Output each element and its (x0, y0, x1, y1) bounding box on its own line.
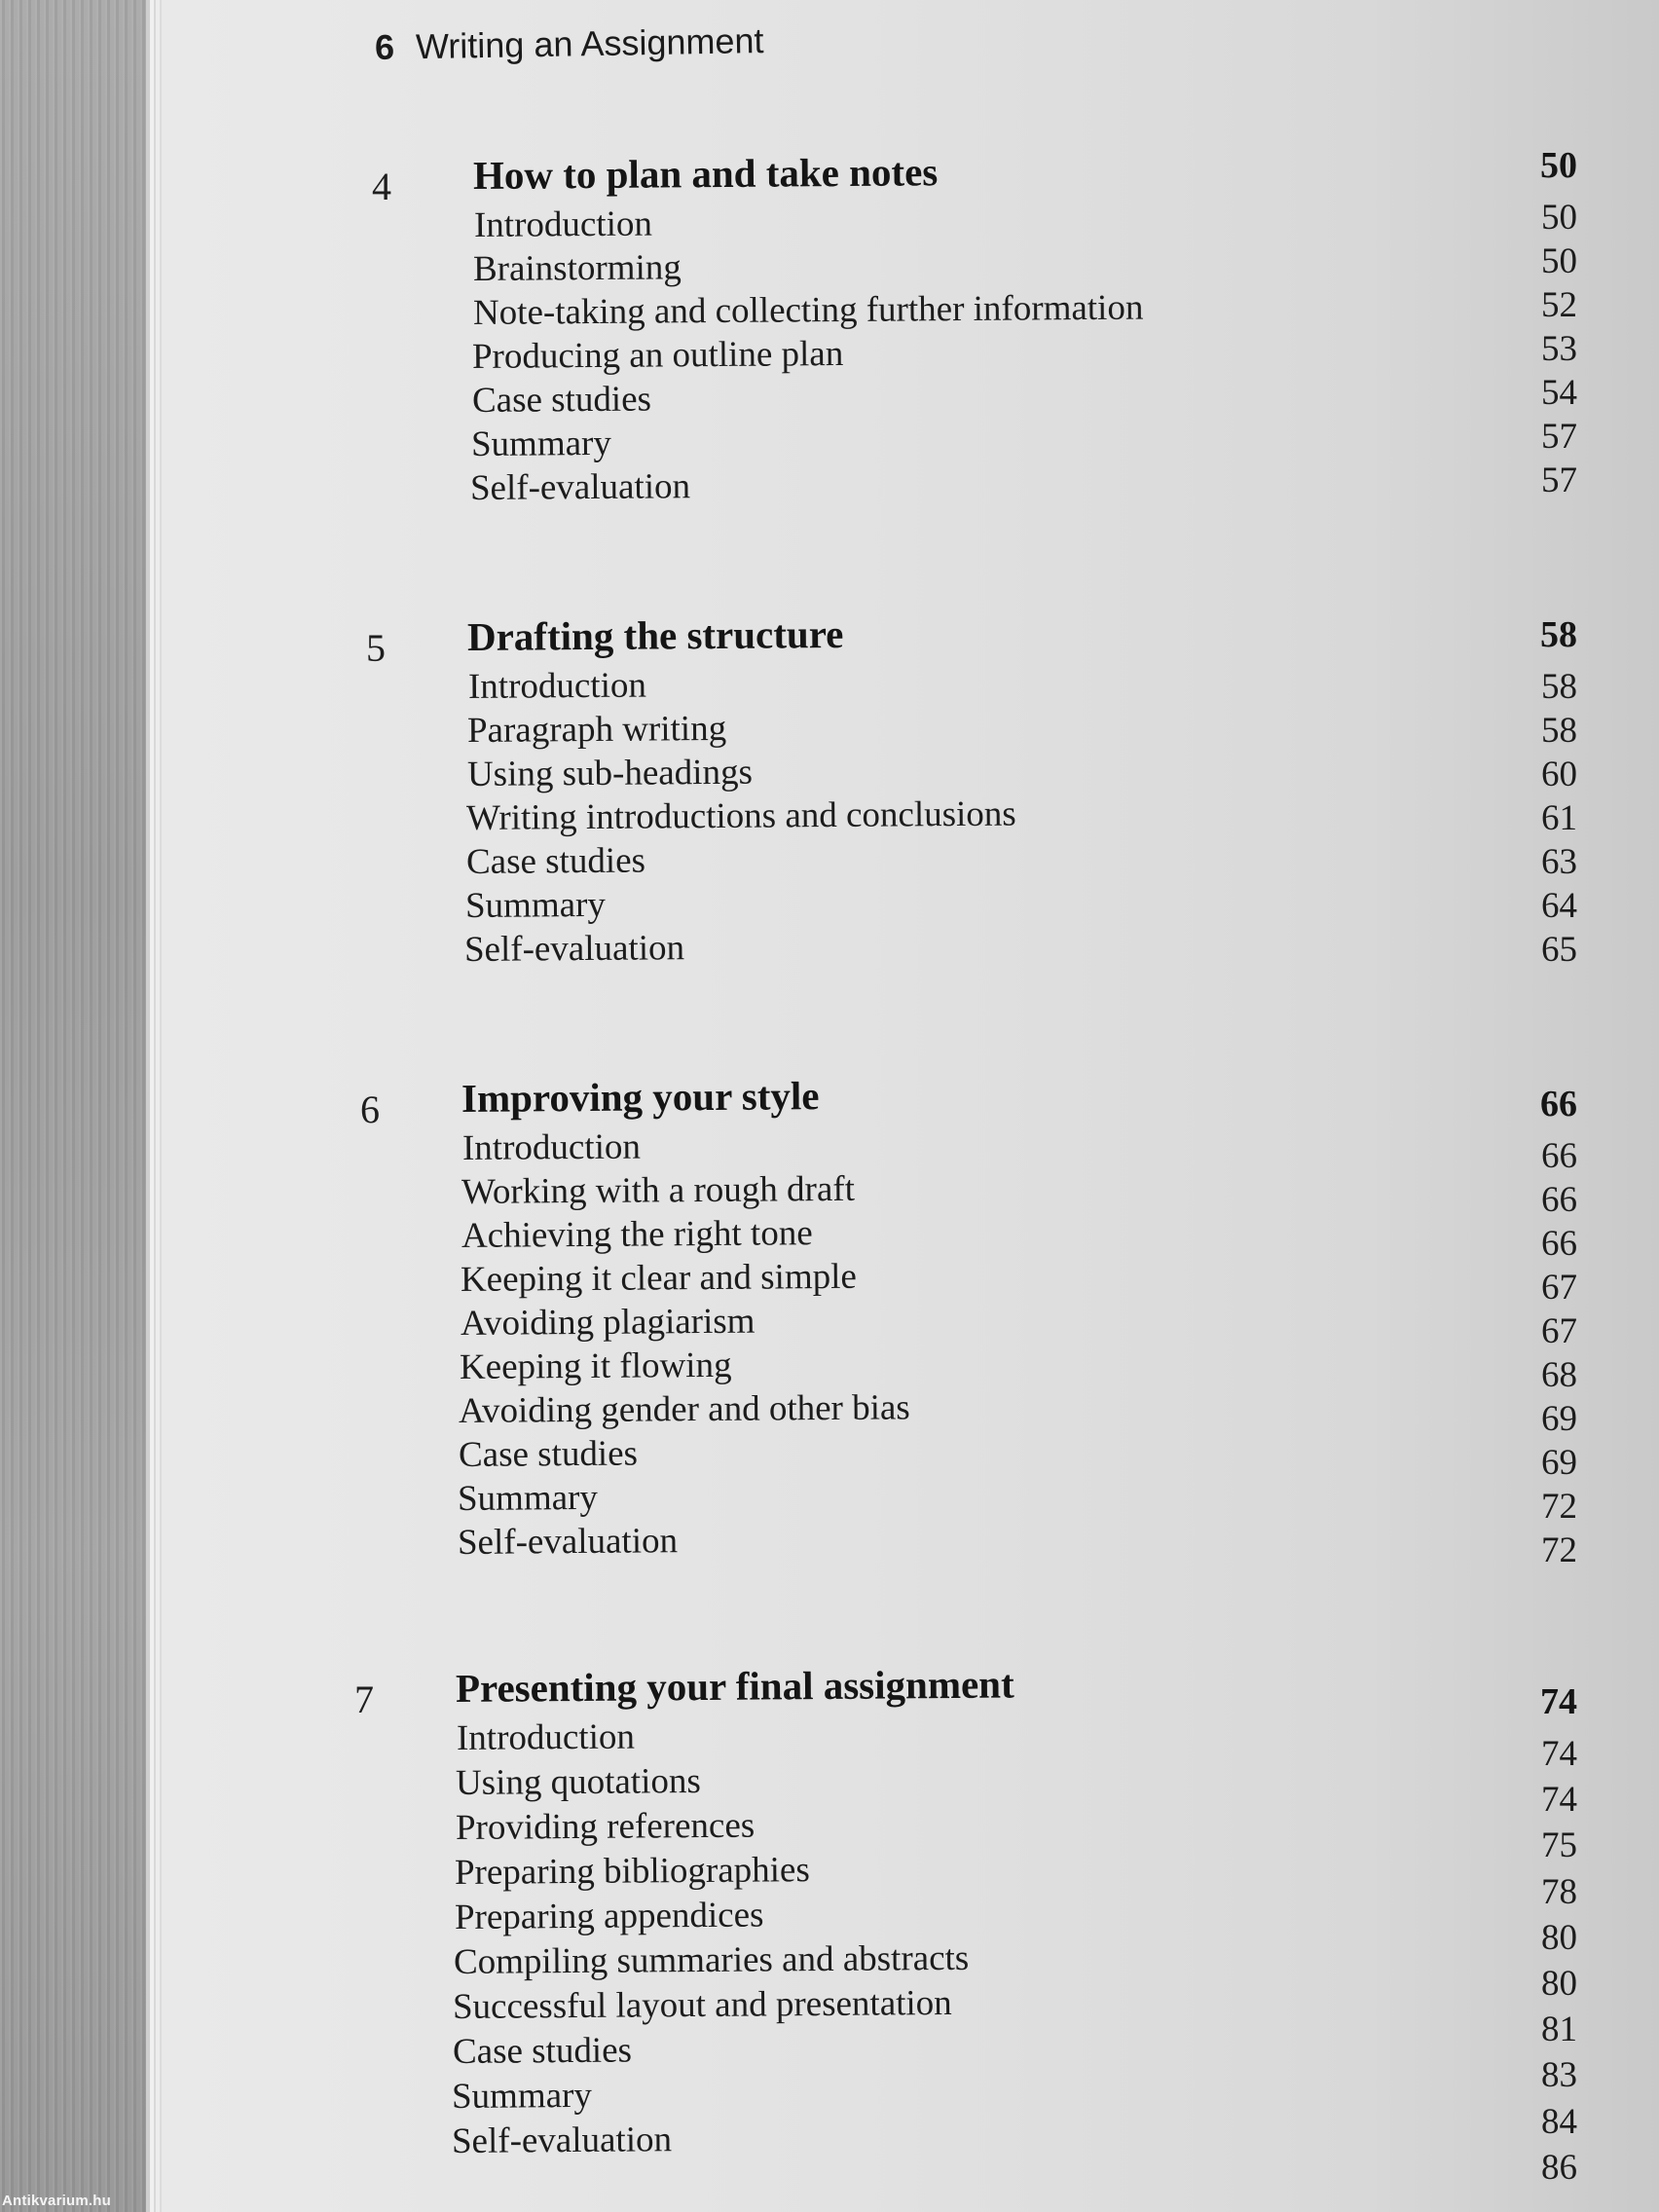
chapter-number: 7 (354, 1677, 374, 1721)
chapter-number: 5 (366, 626, 386, 670)
toc-entry-label: Working with a rough draft (461, 1168, 856, 1212)
toc-entry-page-number: 50 (1541, 198, 1577, 238)
chapter-number: 6 (360, 1088, 380, 1131)
toc-entry-label: Case studies (458, 1433, 638, 1475)
chapter-title: Improving your style (461, 1073, 820, 1121)
toc-entry-page-number: 64 (1541, 886, 1577, 926)
chapter-page-number: 74 (1540, 1681, 1577, 1722)
toc-entry-page-number: 80 (1541, 1917, 1577, 1958)
toc-entry-label: Preparing bibliographies (455, 1850, 811, 1893)
toc-entry-label: Successful layout and presentation (453, 1982, 953, 2027)
toc-entry-label: Self-evaluation (457, 1521, 678, 1563)
toc-entry-label: Compiling summaries and abstracts (453, 1937, 970, 1982)
toc-entry-page-number: 72 (1541, 1530, 1577, 1570)
toc-entry-page-number: 66 (1541, 1180, 1577, 1220)
toc-entry-label: Note-taking and collecting further information (472, 287, 1144, 333)
chapter-page-number: 58 (1540, 614, 1577, 655)
chapter-number: 4 (372, 165, 391, 208)
toc-entry-label: Introduction (461, 1126, 642, 1168)
toc-entry-label: Writing introductions and conclusions (466, 793, 1017, 838)
toc-entry-page-number: 78 (1541, 1871, 1577, 1912)
book-page (185, 0, 1659, 2212)
chapter-page-number: 50 (1540, 145, 1577, 186)
toc-entry-label: Summary (458, 1477, 599, 1519)
toc-entry-label: Introduction (456, 1716, 636, 1758)
toc-entry-page-number: 52 (1541, 285, 1577, 325)
toc-entry-page-number: 66 (1541, 1224, 1577, 1264)
toc-entry-page-number: 60 (1541, 755, 1577, 794)
toc-entry-label: Case studies (465, 840, 645, 882)
toc-entry-label: Achieving the right tone (461, 1213, 813, 1256)
toc-entry-page-number: 74 (1541, 1780, 1577, 1821)
toc-entry-page-number: 58 (1541, 711, 1577, 751)
toc-entry-page-number: 67 (1541, 1311, 1577, 1351)
running-head (375, 20, 764, 68)
toc-entry-label: Paragraph writing (467, 708, 727, 751)
chapter-page-number: 66 (1540, 1084, 1577, 1124)
toc-entry-page-number: 84 (1541, 2101, 1577, 2142)
toc-entry-page-number: 61 (1541, 798, 1577, 838)
toc-entry-page-number: 86 (1541, 2147, 1577, 2188)
toc-entry-label: Avoiding plagiarism (460, 1301, 756, 1344)
toc-entry-page-number: 67 (1541, 1268, 1577, 1308)
running-head-page-number: 6 (374, 26, 395, 67)
toc-entry-page-number: 50 (1541, 241, 1577, 281)
toc-entry-page-number: 57 (1541, 461, 1577, 500)
toc-entry-label: Using quotations (456, 1761, 702, 1803)
toc-entry-label: Brainstorming (473, 247, 682, 289)
toc-entry-label: Using sub-headings (466, 752, 753, 794)
chapter-title: Drafting the structure (466, 610, 844, 659)
toc-entry-page-number: 63 (1541, 842, 1577, 882)
toc-entry-label: Summary (470, 423, 612, 464)
toc-entry-label: Avoiding gender and other bias (459, 1387, 911, 1431)
toc-entry-page-number: 66 (1541, 1136, 1577, 1176)
wood-background (0, 0, 154, 2212)
chapter-title: How to plan and take notes (472, 149, 939, 198)
toc-entry-page-number: 83 (1541, 2055, 1577, 2096)
toc-entry-page-number: 58 (1541, 667, 1577, 707)
toc-entry-label: Summary (452, 2075, 593, 2117)
watermark: Antikvarium.hu (2, 2193, 111, 2209)
toc-entry-page-number: 69 (1541, 1399, 1577, 1439)
toc-entry-page-number: 69 (1541, 1443, 1577, 1483)
toc-entry-page-number: 74 (1541, 1734, 1577, 1774)
toc-entry-page-number: 54 (1541, 373, 1577, 413)
toc-entry-page-number: 68 (1541, 1355, 1577, 1395)
toc-entry-label: Providing references (455, 1805, 756, 1848)
toc-entry-page-number: 75 (1541, 1825, 1577, 1866)
toc-entry-label: Keeping it flowing (459, 1345, 732, 1387)
toc-entry-label: Producing an outline plan (472, 334, 844, 377)
toc-entry-label: Keeping it clear and simple (461, 1256, 858, 1300)
toc-entry-label: Self-evaluation (470, 466, 691, 508)
running-head-title: Writing an Assignment (415, 20, 764, 67)
toc-entry-page-number: 57 (1541, 417, 1577, 457)
toc-entry-label: Preparing appendices (454, 1895, 764, 1937)
toc-entry-page-number: 81 (1541, 2009, 1577, 2050)
toc-entry-page-number: 65 (1541, 930, 1577, 970)
toc-entry-page-number: 80 (1541, 1964, 1577, 2004)
toc-entry-label: Self-evaluation (464, 928, 685, 970)
toc-entry-page-number: 72 (1541, 1487, 1577, 1527)
chapter-title: Presenting your final assignment (455, 1661, 1014, 1711)
toc-entry-label: Self-evaluation (451, 2120, 672, 2161)
toc-entry-label: Summary (464, 884, 607, 926)
page-edges (146, 0, 189, 2212)
toc-entry-page-number: 53 (1541, 329, 1577, 369)
toc-entry-label: Introduction (467, 665, 647, 707)
toc-entry-label: Case studies (471, 379, 651, 421)
toc-entry-label: Introduction (473, 203, 653, 245)
toc-entry-label: Case studies (452, 2030, 632, 2072)
